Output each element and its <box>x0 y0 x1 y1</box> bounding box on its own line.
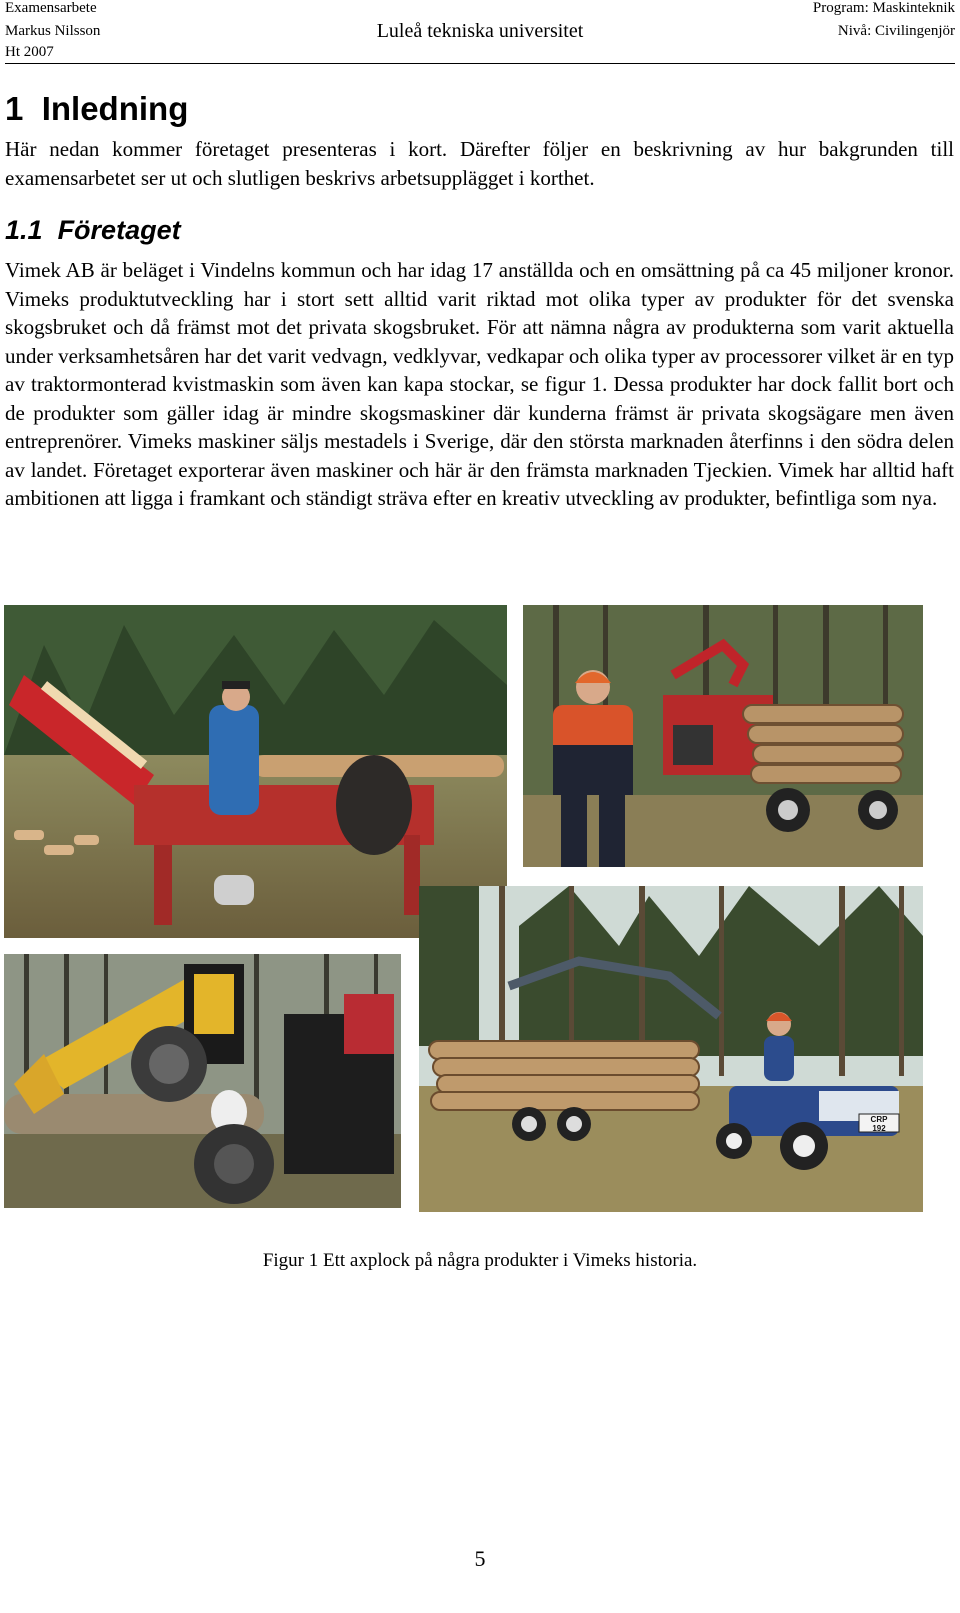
page-number: 5 <box>474 1546 486 1571</box>
license-plate-line1: CRP <box>870 1115 888 1124</box>
photo-processor <box>4 954 401 1208</box>
header-program: Program: Maskinteknik <box>812 0 955 16</box>
header-rule <box>5 63 955 64</box>
subsection-heading <box>5 212 181 248</box>
header-term: Ht 2007 <box>5 44 54 60</box>
header-author: Markus Nilsson <box>5 23 101 39</box>
photo-forestry-trailer <box>523 605 923 867</box>
photo-tractor-trailer <box>419 886 923 1212</box>
subsection-title: Företaget <box>57 215 181 245</box>
running-header <box>0 0 960 66</box>
header-level: Nivå: Civilingenjör <box>837 23 955 39</box>
section-title: Inledning <box>41 90 189 127</box>
section-heading <box>5 88 188 130</box>
license-plate-line2: 192 <box>872 1124 886 1133</box>
figure-caption: Figur 1 Ett axplock på några produkter i Vimeks historia. <box>262 1250 698 1271</box>
header-university: Luleå tekniska universitet <box>376 20 584 42</box>
section-intro-paragraph: Här nedan kommer företaget presenteras i kort. Därefter följer en beskrivning av hur bakgrunden till examensarbetet ser ut och slutligen beskrivs arbetsupplägget i korthet. <box>5 137 954 190</box>
subsection-number: 1.1 <box>5 215 43 245</box>
subsection-body-paragraph: Vimek AB är beläget i Vindelns kommun och har idag 17 anställda och en omsättning på ca 45 miljoner kronor. Vimeks produktutveckling har i stort sett alltid varit riktad mot olika typer av produkter för det svenska skogsbruket och då främst mot det privata skogsbruket. För att nämna några av produkterna som varit aktuella under verksamhetsåren har det varit vedvagn, vedklyvar, vedkapar och olika typer av processorer vilket är en typ av traktormonterad kvistmaskin som även kan kapa stockar, se figur 1. Dessa produkter har dock fallit bort och de produkter som gäller idag är mindre skogsmaskiner där kunderna främst är privata skogsägare men även entreprenörer. Vimeks maskiner säljs mestadels i Sverige, där den största marknaden återfinns i den södra delen av landet. Företaget exporterar även maskiner och här är den främsta marknaden Tjeckien. Vimek har alltid haft ambitionen att ligga i framkant och ständigt sträva efter en kreativ utveckling av produkter, befintliga som nya. <box>5 258 954 510</box>
header-doc-type: Examensarbete <box>5 0 97 16</box>
section-number: 1 <box>5 90 24 127</box>
